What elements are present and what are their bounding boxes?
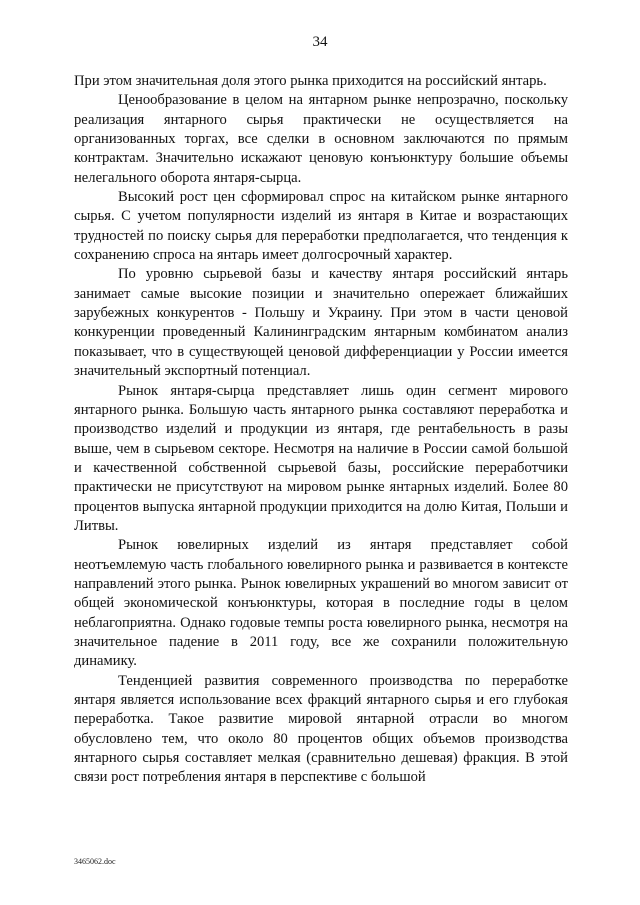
footer-filename: 3465062.doc — [74, 857, 116, 866]
paragraph-3: Высокий рост цен сформировал спрос на китайском рынке янтарного сырья. С учетом популярности изделий из янтаря в Китае и возрастающих трудностей по поиску сырья для переработки предполагается, что тенденция к сохранению спроса на янтарь имеет долгосрочный характер. — [74, 189, 568, 264]
page-number: 34 — [312, 34, 328, 50]
paragraph-7: Тенденцией развития современного производства по переработке янтаря является использование всех фракций янтарного сырья и его глубокая переработка. Такое развитие мировой янтарной отрасли во многом обусловлено тем, что около 80 процентов общих объемов производства янтарного сырья составляет мелкая (сравнительно дешевая) фракция. В этой связи рост потребления янтаря в перспективе с большой — [74, 672, 568, 786]
paragraph-2: Ценообразование в целом на янтарном рынке непрозрачно, поскольку реализация янтарного сырья практически не осуществляется на организованных торгах, все сделки в основном заключаются по прямым контрактам. Значительно искажают ценовую конъюнктуру большие объемы нелегального оборота янтаря-сырца. — [74, 92, 568, 186]
paragraph-6: Рынок ювелирных изделий из янтаря представляет собой неотъемлемую часть глобального ювелирного рынка и развивается в контексте направлений этого рынка. Рынок ювелирных украшений во многом зависит от общей экономической конъюнктуры, которая в последние годы в целом неблагоприятна. Однако годовые темпы роста ювелирного рынка, несмотря на значительное падение в 2011 году, все же сохранили положительную динамику. — [74, 537, 568, 670]
paragraph-5: Рынок янтаря-сырца представляет лишь один сегмент мирового янтарного рынка. Большую часть янтарного рынка составляют переработка и производство изделий и продукции из янтаря, где рентабельность в разы выше, чем в сырьевом секторе. Несмотря на наличие в России самой большой и качественной собственной сырьевой базы, российские переработчики практически не присутствуют на мировом рынке янтарных изделий. Более 80 процентов выпуска янтарной продукции приходится на долю Китая, Польши и Литвы. — [74, 382, 568, 534]
document-body — [74, 72, 568, 788]
paragraph-1: При этом значительная доля этого рынка приходится на российский янтарь. — [74, 73, 547, 89]
paragraph-4: По уровню сырьевой базы и качеству янтаря российский янтарь занимает самые высокие позиции и значительно опережает ближайших зарубежных конкурентов - Польшу и Украину. При этом в части ценовой конкуренции проведенный Калининградским янтарным комбинатом анализ показывает, что в существующей ценовой дифференциации у России имеется значительный экспортный потенциал. — [74, 266, 568, 380]
